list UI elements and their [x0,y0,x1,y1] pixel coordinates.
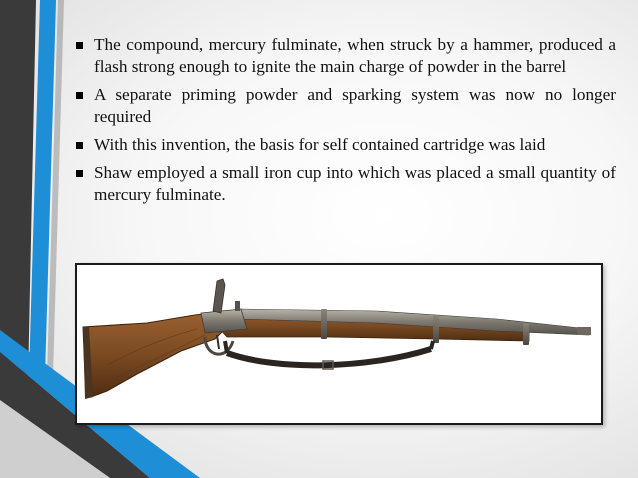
rifle-nipple [235,301,240,311]
rifle-trigger [217,335,219,349]
rifle-band [433,315,439,343]
rifle-band [321,309,327,339]
square-bullet-icon [76,42,83,49]
rifle-hammer [213,279,225,313]
bullet-item [74,162,616,206]
bullet-item [74,34,616,78]
bullet-item [74,84,616,128]
rifle-illustration [77,265,601,423]
bullet-text: Shaw employed a small iron cup into which was placed a small quantity of mercury fulminate. [94,163,616,204]
rifle-photo [75,263,603,425]
square-bullet-icon [76,170,83,177]
bullet-item [74,134,616,156]
square-bullet-icon [76,142,83,149]
rifle-band [523,323,529,345]
bullet-text: The compound, mercury fulminate, when struck by a hammer, produced a flash strong enough to ignite the main charge of powder in the barrel [94,35,616,76]
rifle-sling-strap [225,341,227,353]
square-bullet-icon [76,92,83,99]
bullet-list [74,34,616,212]
rifle-lock [201,309,247,333]
rifle-sling [227,349,431,365]
rifle-muzzle [577,327,591,335]
rifle-sling-strap [431,341,433,349]
rifle-stock [83,313,223,397]
bullet-text: With this invention, the basis for self contained cartridge was laid [94,135,546,154]
bullet-text: A separate priming powder and sparking system was now no longer required [94,85,616,126]
